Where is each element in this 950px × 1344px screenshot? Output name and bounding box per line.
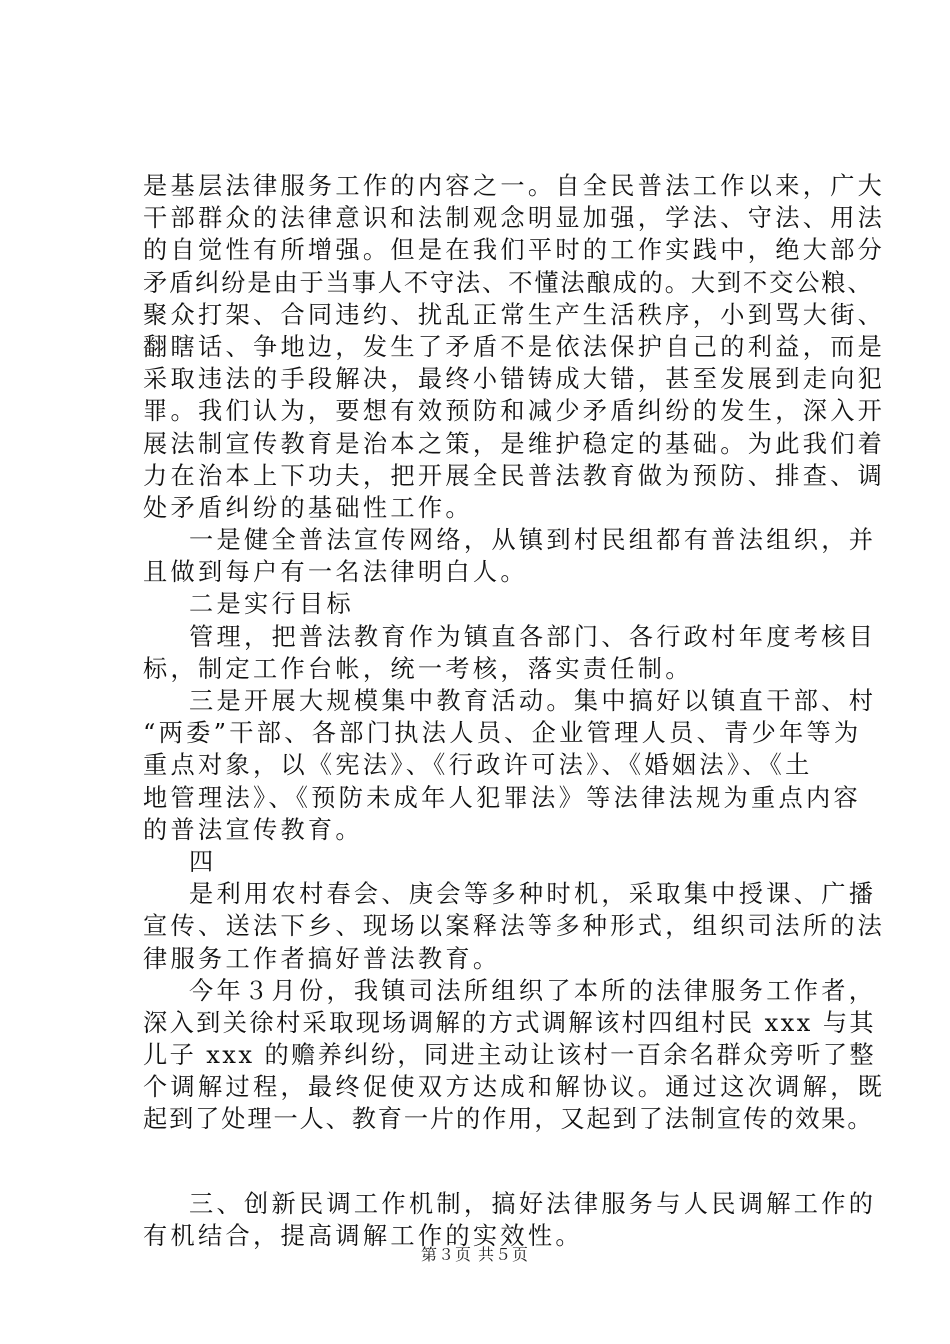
text-line: 起到了处理一人、教育一片的作用，又起到了法制宣传的效果。 bbox=[143, 1105, 874, 1134]
text-line: 深入到关徐村采取现场调解的方式调解该村四组村民 xxx 与其 bbox=[143, 1008, 876, 1037]
text-line: 地管理法》、《预防未成年人犯罪法》等法律法规为重点内容 bbox=[143, 783, 861, 812]
text-line: 是基层法律服务工作的内容之一。自全民普法工作以来，广大 bbox=[143, 172, 886, 200]
text-line: 有机结合，提高调解工作的实效性。 bbox=[143, 1221, 583, 1250]
text-line: 儿子 xxx 的赡养纠纷，同进主动让该村一百余名群众旁听了整 bbox=[143, 1041, 876, 1070]
text-line: 四 bbox=[189, 847, 217, 876]
text-line: 一是健全普法宣传网络，从镇到村民组都有普法组织，并 bbox=[189, 526, 877, 555]
text-line: 力在治本上下功夫，把开展全民普法教育做为预防、排查、调 bbox=[143, 461, 886, 490]
text-line: 个调解过程，最终促使双方达成和解协议。通过这次调解，既 bbox=[143, 1073, 886, 1102]
blank-line bbox=[143, 1136, 848, 1188]
text-line: 三是开展大规模集中教育活动。集中搞好以镇直干部、村 bbox=[189, 687, 877, 715]
text-line: 矛盾纠纷是由于当事人不守法、不懂法酿成的。大到不交公粮、 bbox=[143, 268, 874, 297]
page-footer: 第３页 共５页 bbox=[420, 1245, 530, 1264]
text-line: 的普法宣传教育。 bbox=[143, 815, 363, 844]
text-line: 律服务工作者搞好普法教育。 bbox=[143, 944, 501, 973]
text-line: 且做到每户有一名法律明白人。 bbox=[143, 558, 528, 587]
text-line: 采取违法的手段解决，最终小错铸成大错，甚至发展到走向犯 bbox=[143, 365, 886, 394]
text-line: 干部群众的法律意识和法制观念明显加强，学法、守法、用法 bbox=[143, 204, 886, 233]
text-line: 三、创新民调工作机制，搞好法律服务与人民调解工作的 bbox=[189, 1189, 877, 1218]
text-line: 是利用农村春会、庚会等多种时机，采取集中授课、广播 bbox=[189, 880, 877, 909]
text-line: 宣传、送法下乡、现场以案释法等多种形式，组织司法所的法 bbox=[143, 912, 886, 941]
document-body bbox=[143, 170, 886, 1252]
text-line: 标，制定工作台帐，统一考核，落实责任制。 bbox=[143, 654, 693, 683]
text-line: 罪。我们认为，要想有效预防和减少矛盾纠纷的发生，深入开 bbox=[143, 397, 886, 426]
text-line: 展法制宣传教育是治本之策，是维护稳定的基础。为此我们着 bbox=[143, 429, 886, 458]
text-line: 管理，把普法教育作为镇直各部门、各行政村年度考核目 bbox=[189, 622, 877, 651]
text-line: “两委”干部、各部门执法人员、企业管理人员、青少年等为 bbox=[143, 719, 862, 748]
text-line: 的自觉性有所增强。但是在我们平时的工作实践中，绝大部分 bbox=[143, 236, 886, 265]
text-line: 聚众打架、合同违约、扰乱正常生产生活秩序，小到骂大街、 bbox=[143, 300, 886, 329]
text-line: 重点对象，以《宪法》、《行政许可法》、《婚姻法》、《土 bbox=[143, 751, 813, 780]
text-line: 二是实行目标 bbox=[189, 590, 354, 619]
text-line: 处矛盾纠纷的基础性工作。 bbox=[143, 493, 473, 522]
text-line: 翻瞎话、争地边，发生了矛盾不是依法保护自己的利益，而是 bbox=[143, 332, 886, 361]
text-line: 今年３月份，我镇司法所组织了本所的法律服务工作者， bbox=[189, 976, 877, 1005]
